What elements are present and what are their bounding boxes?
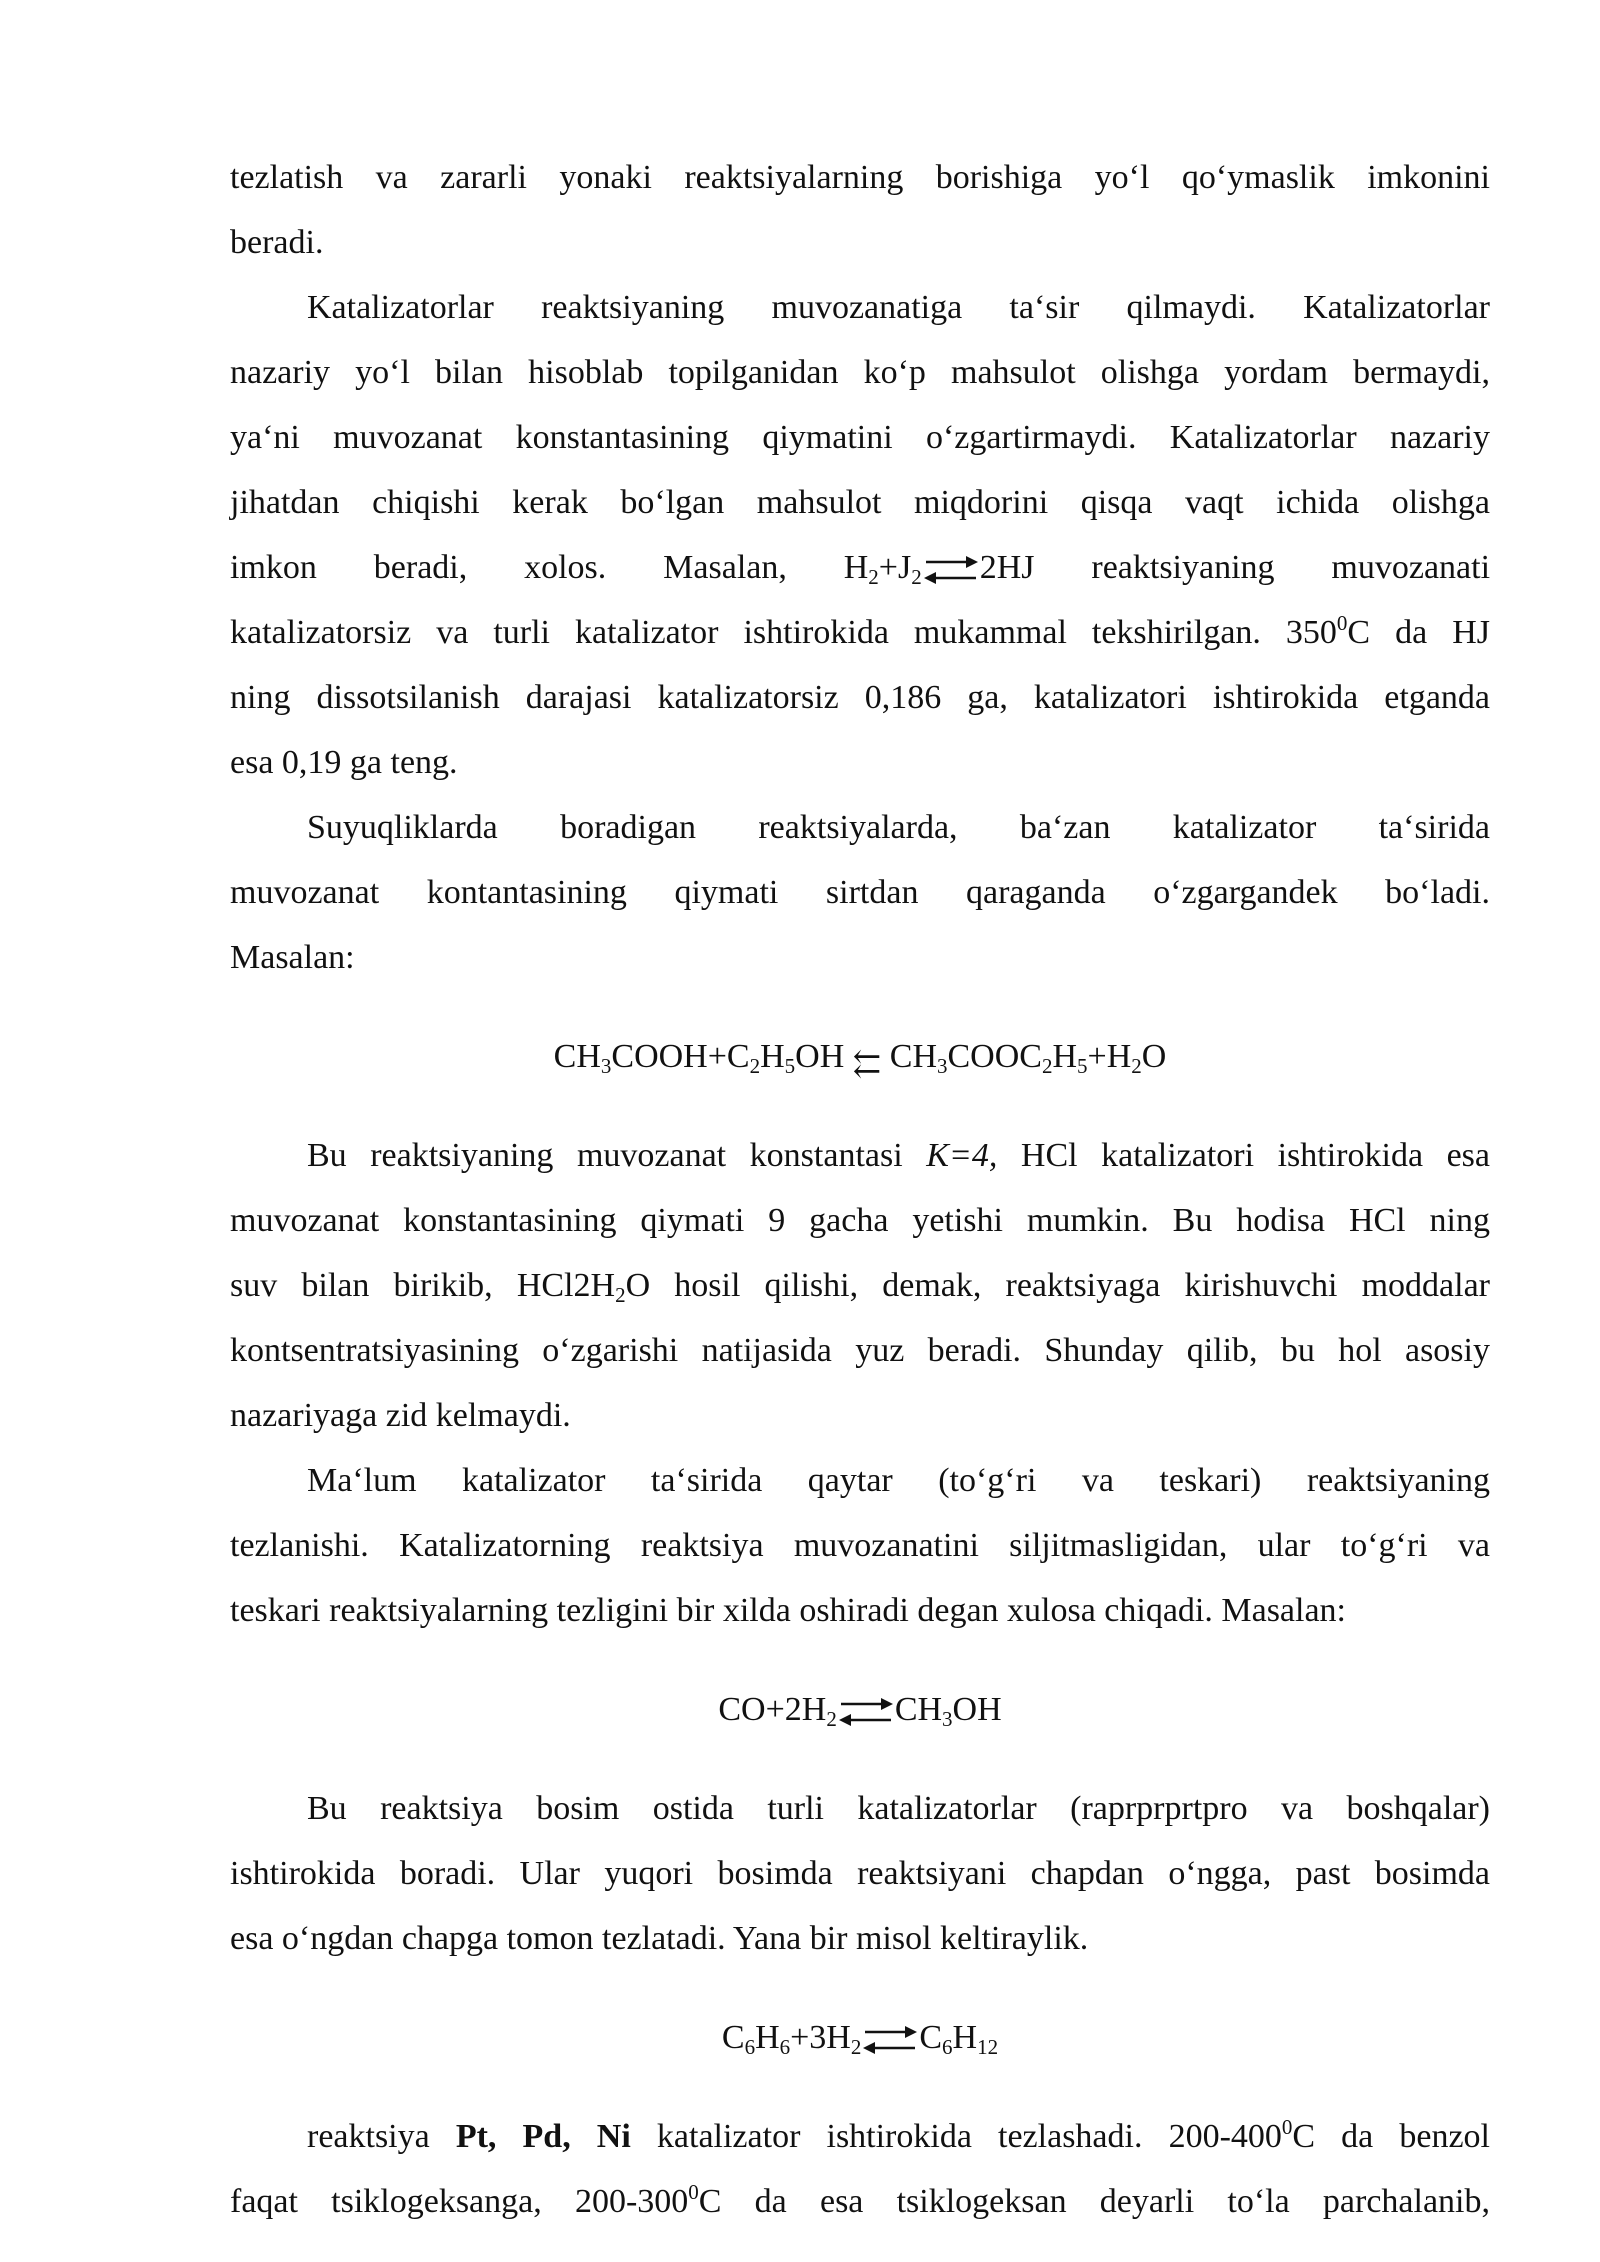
word: imkon (230, 549, 317, 586)
double-left-arrows-icon: ⇇ (852, 1046, 882, 1083)
word: beradi, (373, 549, 468, 586)
paragraph-3-line-1: Suyuqliklarda boradigan reaktsiyalarda, ba‘zan katalizator ta‘sirida (307, 809, 1490, 846)
methanol-synthesis-equation: $CO+2H_2$ $CH_3OH$ (718, 1691, 1002, 1731)
paragraph-4-line-2: muvozanat konstantasining qiymati 9 gacha yetishi mumkin. Bu hodisa HCl ning (230, 1202, 1490, 1239)
word: reaktsiyaning (1091, 549, 1275, 586)
hydrogen-iodine-equation: $H_2+J_2$ 2HJ (843, 549, 1035, 589)
equilibrium-arrows-icon (861, 2022, 919, 2058)
paragraph-5-line-1: Ma‘lum katalizator ta‘sirida qaytar (to‘g‘ri va teskari) reaktsiyaning (307, 1462, 1490, 1499)
paragraph-6-line-2: ishtirokida boradi. Ular yuqori bosimda reaktsiyani chapdan o‘ngga, past bosimda (230, 1855, 1490, 1892)
equilibrium-arrows-icon (922, 552, 980, 588)
paragraph-6-line-3: esa o‘ngdan chapga tomon tezlatadi. Yana bir misol keltiraylik. (230, 1920, 1089, 1957)
paragraph-4-line-1: Bu reaktsiyaning muvozanat konstantasi K=4, HCl katalizatori ishtirokida esa (307, 1137, 1490, 1174)
paragraph-7-line-1: reaktsiya Pt, Pd, Ni katalizator ishtirokida tezlashadi. $200-400^0C$ da benzol (307, 2115, 1490, 2155)
paragraph-2-line-5 (230, 538, 1490, 603)
esterification-equation: $CH_3COOH+C_2H_5OH$ ⇇ $CH_3COOC_2H_5+H_2O$ (230, 1027, 1490, 1092)
paragraph-7-line-2: faqat tsiklogeksanga, $200-300^0C$ da esa tsiklogeksan deyarli to‘la parchalanib, (230, 2180, 1490, 2220)
paragraph-4-line-4: kontsentratsiyasining o‘zgarishi natijasida yuz beradi. Shunday qilib, bu hol asosiy (230, 1332, 1490, 1369)
paragraph-6-line-1: Bu reaktsiya bosim ostida turli katalizatorlar (raprprprtpro va boshqalar) (307, 1790, 1490, 1827)
paragraph-2-line-3: ya‘ni muvozanat konstantasining qiymatini o‘zgartirmaydi. Katalizatorlar nazariy (230, 419, 1490, 456)
benzene-hydrogenation-equation: $C_6H_6+3H_2$ $C_6H_{12}$ (721, 2019, 999, 2059)
paragraph-3-line-2: muvozanat kontantasining qiymati sirtdan qaraganda o‘zgargandek bo‘ladi. (230, 874, 1490, 911)
paragraph-4-line-5: nazariyaga zid kelmaydi. (230, 1397, 571, 1434)
word: Masalan, (663, 549, 787, 586)
page-body (230, 148, 1490, 2237)
paragraph-5-line-3: teskari reaktsiyalarning tezligini bir xilda oshiradi degan xulosa chiqadi. Masalan: (230, 1592, 1347, 1629)
paragraph-2-line-4: jihatdan chiqishi kerak bo‘lgan mahsulot miqdorini qisqa vaqt ichida olishga (230, 484, 1490, 521)
paragraph-2-line-6: katalizatorsiz va turli katalizator ishtirokida mukammal tekshirilgan. $350^0C$ da HJ (230, 611, 1490, 651)
paragraph-2-line-2: nazariy yo‘l bilan hisoblab topilganidan ko‘p mahsulot olishga yordam bermaydi, (230, 354, 1490, 391)
paragraph-1-line-2: beradi. (230, 224, 324, 261)
paragraph-4-line-3: suv bilan birikib, $HCl2H_2O$ hosil qilishi, demak, reaktsiyaga kirishuvchi moddalar (230, 1267, 1490, 1307)
paragraph-2-line-7: ning dissotsilanish darajasi katalizatorsiz 0,186 ga, katalizatori ishtirokida etganda (230, 679, 1490, 716)
paragraph-3-line-3: Masalan: (230, 939, 355, 976)
equilibrium-arrows-icon (837, 1694, 895, 1730)
paragraph-5-line-2: tezlanishi. Katalizatorning reaktsiya muvozanatini siljitmasligidan, ular to‘g‘ri va (230, 1527, 1490, 1564)
paragraph-1-line-1: tezlatish va zararli yonaki reaktsiyalarning borishiga yo‘l qo‘ymaslik imkonini (230, 159, 1490, 196)
paragraph-2-line-1: Katalizatorlar reaktsiyaning muvozanatiga ta‘sir qilmaydi. Katalizatorlar (307, 289, 1490, 326)
paragraph-2-line-8: esa 0,19 ga teng. (230, 744, 458, 781)
word: xolos. (524, 549, 607, 586)
word: muvozanati (1331, 549, 1491, 586)
